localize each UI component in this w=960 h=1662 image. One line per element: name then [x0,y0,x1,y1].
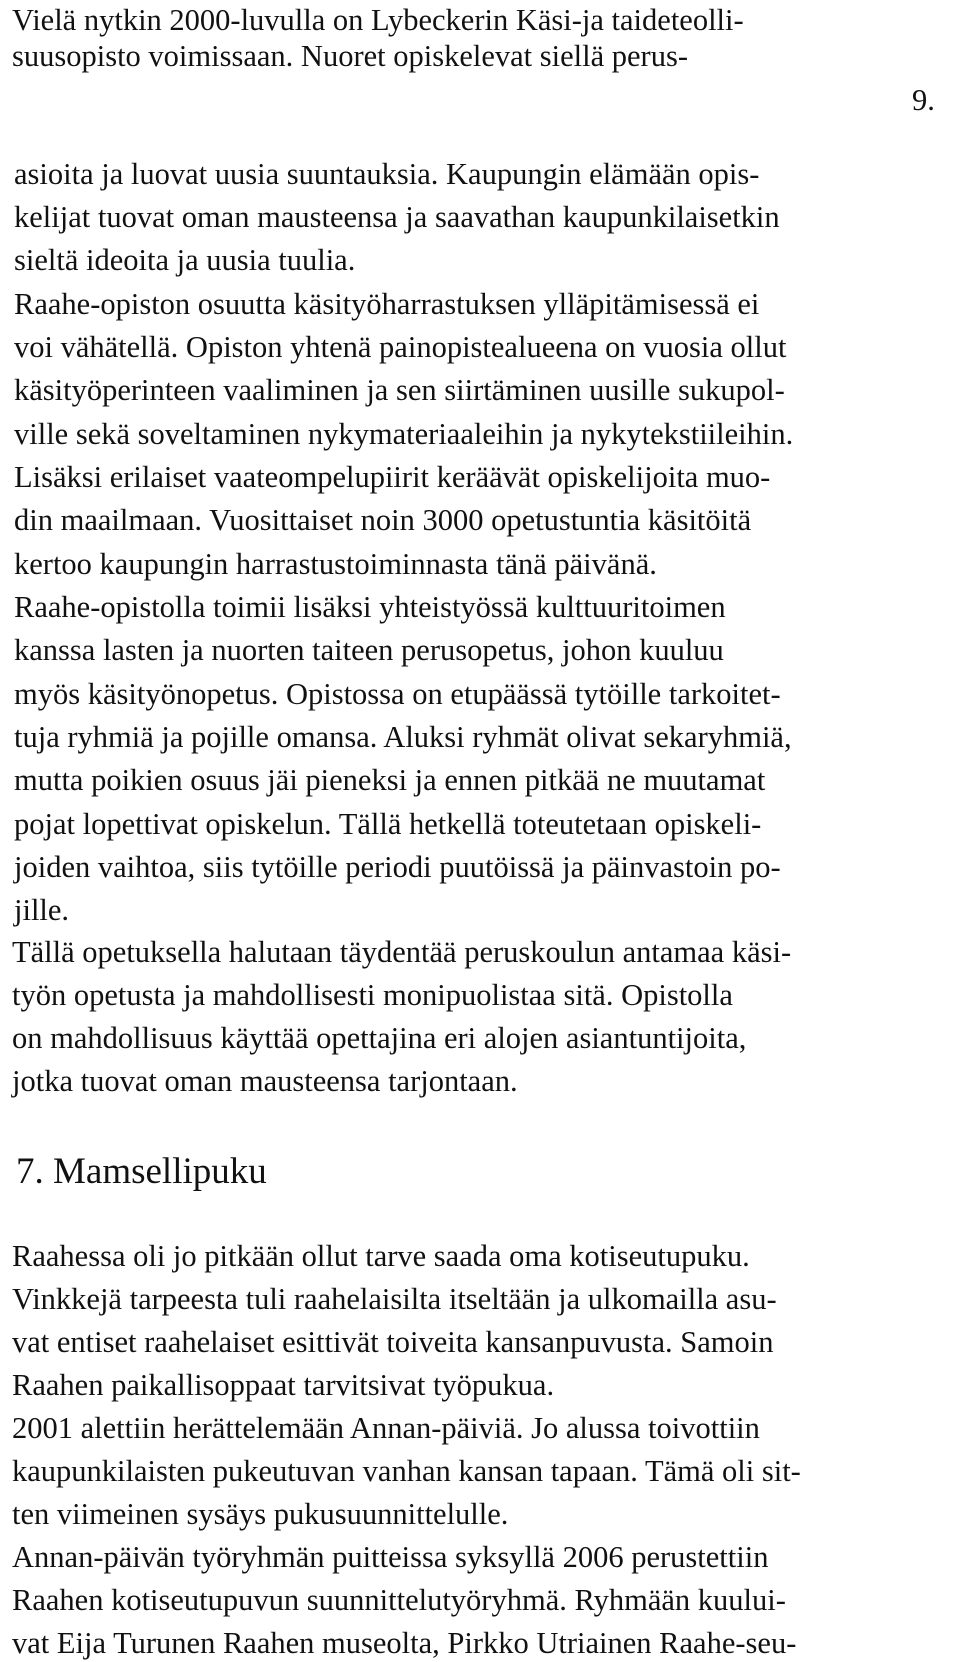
text-line: Raahen kotiseutupuvun suunnittelutyöryhmä. Ryhmään kuului- [12,1583,786,1617]
text-line: työn opetusta ja mahdollisesti monipuolistaa sitä. Opistolla [12,978,733,1012]
text-line: kaupunkilaisten pukeutuvan vanhan kansan tapaan. Tämä oli sit- [12,1454,801,1488]
text-line: voi vähätellä. Opiston yhtenä painopistealueena on vuosia ollut [14,330,787,364]
text-line: käsityöperinteen vaaliminen ja sen siirtäminen uusille sukupol- [14,373,785,407]
text-line: suusopisto voimissaan. Nuoret opiskelevat siellä perus- [12,39,688,73]
text-line: 2001 alettiin herättelemään Annan-päiviä. Jo alussa toivottiin [12,1411,760,1445]
text-line: Raahe-opiston osuutta käsityöharrastuksen ylläpitämisessä ei [14,287,760,321]
text-line: Vielä nytkin 2000-luvulla on Lybeckerin Käsi-ja taideteolli- [12,3,744,37]
text-line: kelijat tuovat oman mausteensa ja saavathan kaupunkilaisetkin [14,200,780,234]
text-line: kertoo kaupungin harrastustoiminnasta tänä päivänä. [14,547,657,581]
text-line: pojat lopettivat opiskelun. Tällä hetkellä toteutetaan opiskeli- [14,807,762,841]
page-number: 9. [912,83,935,117]
text-line: kanssa lasten ja nuorten taiteen perusopetus, johon kuuluu [14,633,724,667]
text-line: tuja ryhmiä ja pojille omansa. Aluksi ryhmät olivat sekaryhmiä, [14,720,792,754]
text-line: Vinkkejä tarpeesta tuli raahelaisilta itseltään ja ulkomailla asu- [12,1282,777,1316]
section-heading: 7. Mamsellipuku [16,1151,267,1192]
text-line: mutta poikien osuus jäi pieneksi ja ennen pitkää ne muutamat [14,763,766,797]
text-line: asioita ja luovat uusia suuntauksia. Kaupungin elämään opis- [14,157,760,191]
text-line: Raahen paikallisoppaat tarvitsivat työpukua. [12,1368,555,1402]
text-line: ten viimeinen sysäys pukusuunnittelulle. [12,1497,509,1531]
text-line: ville sekä soveltaminen nykymateriaaleihin ja nykytekstiileihin. [14,417,794,451]
text-line: Annan-päivän työryhmän puitteissa syksyllä 2006 perustettiin [12,1540,769,1574]
text-line: jille. [14,893,70,927]
text-line: joiden vaihtoa, siis tytöille periodi puutöissä ja päinvastoin po- [14,850,781,884]
text-line: din maailmaan. Vuosittaiset noin 3000 opetustuntia käsitöitä [14,503,752,537]
text-line: jotka tuovat oman mausteensa tarjontaan. [12,1064,518,1098]
text-line: Lisäksi erilaiset vaateompelupiirit keräävät opiskelijoita muo- [14,460,771,494]
text-line: on mahdollisuus käyttää opettajina eri alojen asiantuntijoita, [12,1021,747,1055]
text-line: myös käsityönopetus. Opistossa on etupäässä tytöille tarkoitet- [14,677,781,711]
text-line: Raahessa oli jo pitkään ollut tarve saada oma kotiseutupuku. [12,1239,750,1273]
text-line: Tällä opetuksella halutaan täydentää peruskoulun antamaa käsi- [12,935,792,969]
text-line: vat entiset raahelaiset esittivät toiveita kansanpuvusta. Samoin [12,1325,774,1359]
text-line: sieltä ideoita ja uusia tuulia. [14,243,356,277]
text-line: vat Eija Turunen Raahen museolta, Pirkko Utriainen Raahe-seu- [12,1626,797,1660]
text-line: Raahe-opistolla toimii lisäksi yhteistyössä kulttuuritoimen [14,590,726,624]
